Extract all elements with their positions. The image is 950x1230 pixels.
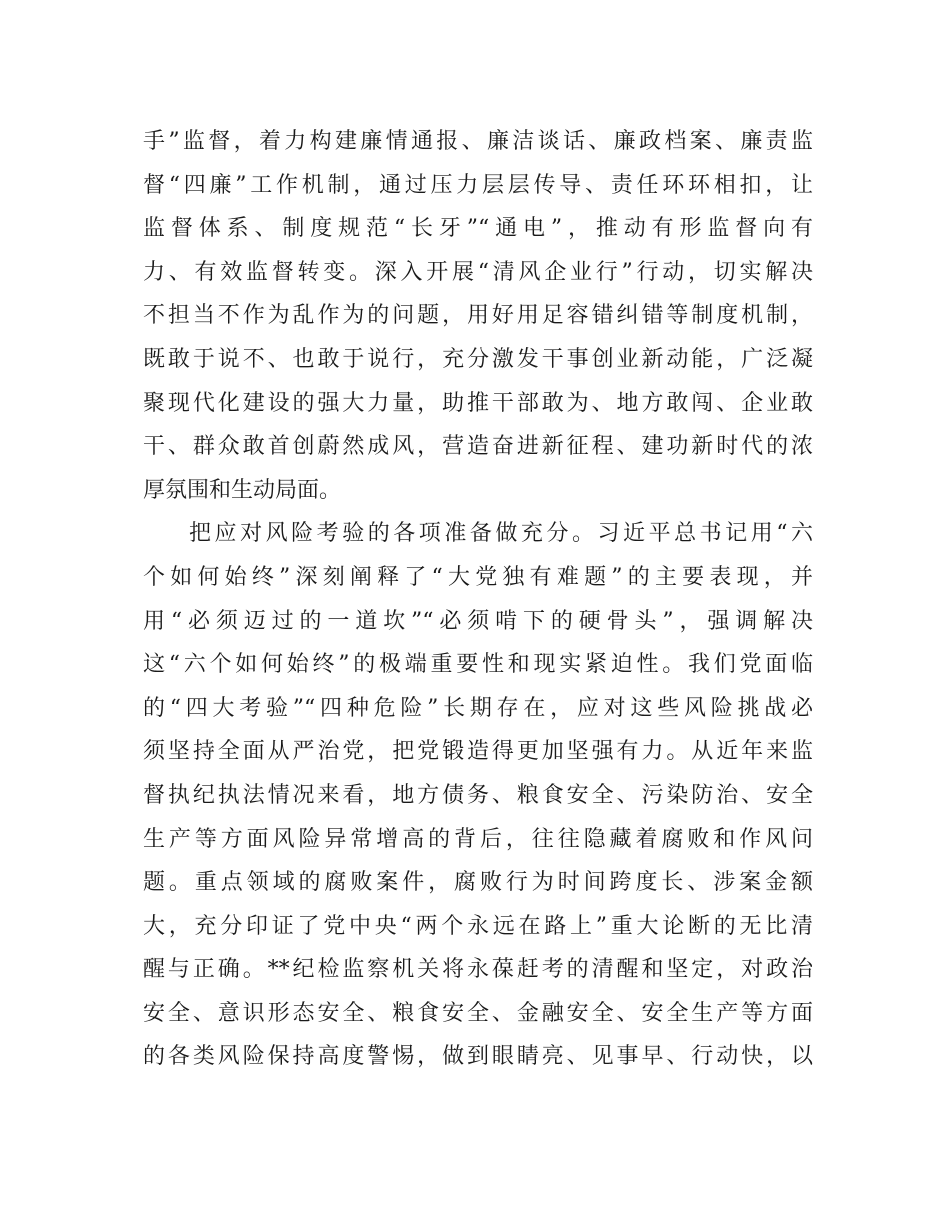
paragraph-line: 大，充分印证了党中央“两个永远在路上”重大论断的无比清 [143,913,813,939]
paragraph-line: 须坚持全面从严治党，把党锻造得更加坚强有力。从近年来监 [143,739,813,765]
paragraph-line: 力、有效监督转变。深入开展“清风企业行”行动，切实解决 [143,259,813,285]
paragraph-line: 这“六个如何始终”的极端重要性和现实紧迫性。我们党面临 [143,652,813,678]
paragraph-1 [143,120,813,512]
paragraph-line: 题。重点领域的腐败案件，腐败行为时间跨度长、涉案金额 [143,870,813,896]
paragraph-2 [143,512,813,1079]
paragraph-line: 既敢于说不、也敢于说行，充分激发干事创业新动能，广泛凝 [143,346,813,372]
paragraph-line: 个如何始终”深刻阐释了“大党独有难题”的主要表现，并 [143,564,813,590]
paragraph-line: 厚氛围和生动局面。 [143,477,342,503]
paragraph-line: 生产等方面风险异常增高的背后，往往隐藏着腐败和作风问 [143,826,813,852]
paragraph-line: 干、群众敢首创蔚然成风，营造奋进新征程、建功新时代的浓 [143,434,813,460]
paragraph-line: 的“四大考验”“四种危险”长期存在，应对这些风险挑战必 [143,695,813,721]
paragraph-line: 用“必须迈过的一道坎”“必须啃下的硬骨头”，强调解决 [143,608,813,634]
paragraph-line: 安全、意识形态安全、粮食安全、金融安全、安全生产等方面 [143,1000,813,1026]
paragraph-line: 督执纪执法情况来看，地方债务、粮食安全、污染防治、安全 [143,782,813,808]
paragraph-line: 手”监督，着力构建廉情通报、廉洁谈话、廉政档案、廉责监 [143,129,813,154]
paragraph-line: 监督体系、制度规范“长牙”“通电”，推动有形监督向有 [143,216,813,242]
paragraph-line: 醒与正确。**纪检监察机关将永葆赶考的清醒和坚定，对政治 [143,957,813,983]
paragraph-line: 把应对风险考验的各项准备做充分。习近平总书记用“六 [189,521,813,547]
paragraph-line: 的各类风险保持高度警惕，做到眼睛亮、见事早、行动快，以 [143,1044,813,1070]
paragraph-line: 督“四廉”工作机制，通过压力层层传导、责任环环相扣，让 [143,172,813,198]
document-body [143,120,813,1079]
paragraph-line: 聚现代化建设的强大力量，助推干部敢为、地方敢闯、企业敢 [143,390,813,416]
paragraph-line: 不担当不作为乱作为的问题，用好用足容错纠错等制度机制， [143,303,813,329]
